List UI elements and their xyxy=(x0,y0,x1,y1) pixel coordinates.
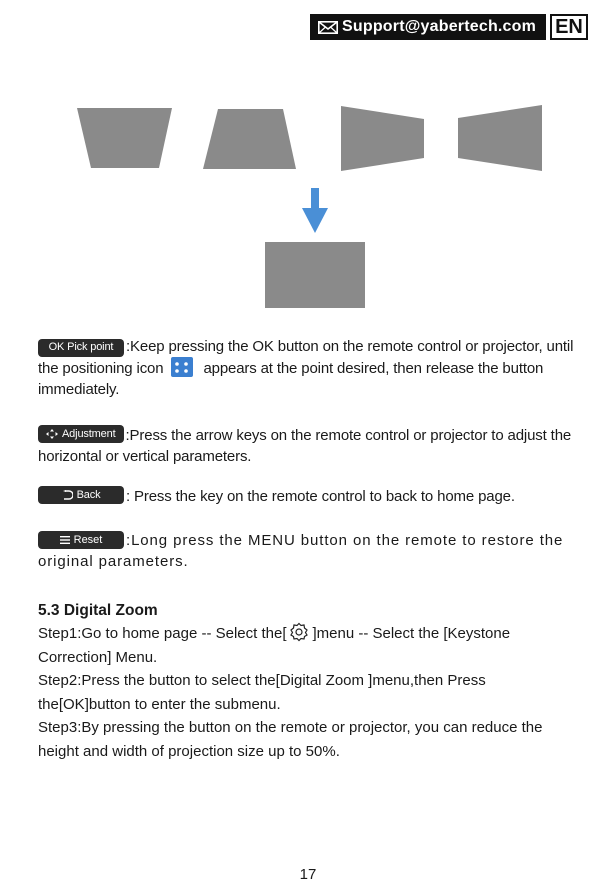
back-button: Back xyxy=(38,486,124,504)
positioning-icon xyxy=(171,357,193,377)
page-number: 17 xyxy=(299,866,317,883)
keystone-shape-trapezoid-right xyxy=(341,106,424,171)
step-3: Step3:By pressing the button on the remote or projector, you can reduce the height and width of projection size up to 50%. xyxy=(38,719,543,760)
step-2: Step2:Press the button to select the[Digital Zoom ]menu,then Press the[OK]button to enter the submenu. xyxy=(38,672,486,713)
back-description: Back : Press the key on the remote control to back to home page. xyxy=(38,486,578,507)
menu-icon xyxy=(60,536,70,544)
corrected-rectangle xyxy=(265,242,365,308)
section-title: 5.3 Digital Zoom xyxy=(38,602,158,619)
support-email: Support@yabertech.com xyxy=(342,18,537,35)
back-icon xyxy=(62,490,73,500)
language-badge: EN xyxy=(550,14,588,40)
arrows-icon xyxy=(46,429,58,439)
keystone-shape-trapezoid-down xyxy=(77,108,172,168)
keystone-illustration xyxy=(0,95,616,315)
support-email-badge xyxy=(310,14,546,40)
keystone-shape-trapezoid-left xyxy=(458,105,542,171)
gear-icon xyxy=(289,622,309,642)
pick-point-description: OK Pick point :Keep pressing the OK button on the remote control or projector, until the positioning icon appears at the point desired, then release the button immediately. xyxy=(38,338,574,398)
ok-pick-point-button: OK Pick point xyxy=(38,339,124,357)
reset-button: Reset xyxy=(38,531,124,549)
arrow-down-head xyxy=(302,208,328,233)
reset-description: Reset :Long press the MENU button on the remote to restore the original parameters. xyxy=(38,532,564,570)
mail-icon xyxy=(318,21,338,34)
step-1: Step1:Go to home page -- Select the[ ]menu -- Select the [Keystone Correction] Menu. xyxy=(38,622,578,669)
keystone-shape-trapezoid-up xyxy=(203,109,296,169)
digital-zoom-section xyxy=(38,600,578,763)
adjustment-description: Adjustment :Press the arrow keys on the remote control or projector to adjust the horizontal or vertical parameters. xyxy=(38,427,572,465)
adjustment-button: Adjustment xyxy=(38,425,124,443)
arrow-down-icon xyxy=(311,188,319,210)
support-header xyxy=(310,14,588,40)
